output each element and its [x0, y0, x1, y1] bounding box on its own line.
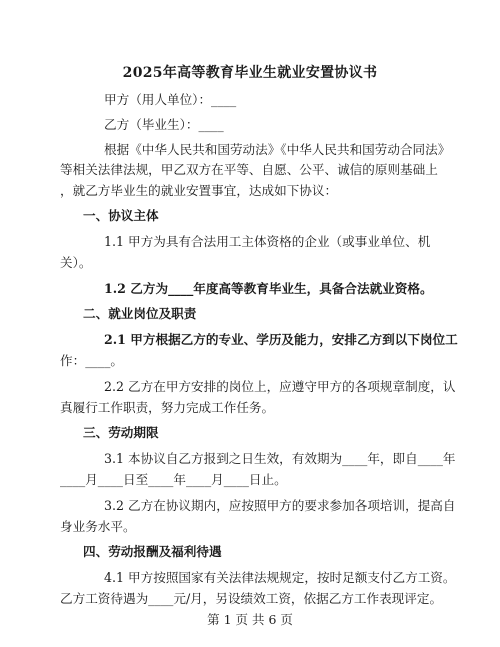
clause-1-1-line-2: 关）。 [60, 255, 92, 270]
clause-4-1-line-2: 乙方工资待遇为____元/月，另设绩效工资，依据乙方工作表现评定。 [60, 591, 443, 606]
clause-1-2: 1.2 乙方为____年度高等教育毕业生，具备合法就业资格。 [104, 281, 433, 296]
section-heading-1: 一、协议主体 [83, 208, 159, 223]
preamble-line-1: 根据《中华人民共和国劳动法》《中华人民共和国劳动合同法》 [104, 142, 451, 157]
document-title: 2025年高等教育毕业生就业安置协议书 [122, 65, 378, 81]
section-heading-4: 四、劳动报酬及福利待遇 [83, 544, 222, 559]
page-indicator: 第 1 页 共 6 页 [207, 612, 293, 627]
clause-2-1-line-2: 作：____。 [60, 353, 123, 368]
section-heading-2: 二、就业岗位及职责 [83, 306, 197, 321]
clause-3-1-line-1: 3.1 本协议自乙方报到之日生效，有效期为____年，即自____年 [104, 451, 456, 466]
party-a-line: 甲方（用人单位）：____ [104, 92, 237, 107]
clause-2-1-line-1: 2.1 甲方根据乙方的专业、学历及能力，安排乙方到以下岗位工 [104, 332, 458, 347]
preamble-line-3: ，就乙方毕业生的就业安置事宜，达成如下协议： [60, 183, 338, 198]
clause-3-2-line-2: 身业务水平。 [60, 519, 136, 534]
clause-4-1-line-1: 4.1 甲方按照国家有关法律法规规定，按时足额支付乙方工资。 [104, 570, 456, 585]
clause-2-2-line-1: 2.2 乙方在甲方安排的岗位上，应遵守甲方的各项规章制度，认 [104, 379, 456, 394]
section-heading-3: 三、劳动期限 [83, 425, 159, 440]
party-b-line: 乙方（毕业生）：____ [104, 117, 224, 132]
clause-2-2-line-2: 真履行工作职责，努力完成工作任务。 [60, 400, 275, 415]
preamble-line-2: 等相关法律法规，甲乙双方在平等、自愿、公平、诚信的原则基础上 [60, 162, 438, 177]
clause-3-1-line-2: ____月____日至____年____月____日止。 [60, 472, 287, 487]
clause-1-1-line-1: 1.1 甲方为具有合法用工主体资格的企业（或事业单位、机 [104, 234, 431, 249]
clause-3-2-line-1: 3.2 乙方在协议期内，应按照甲方的要求参加各项培训，提高自 [104, 498, 456, 513]
